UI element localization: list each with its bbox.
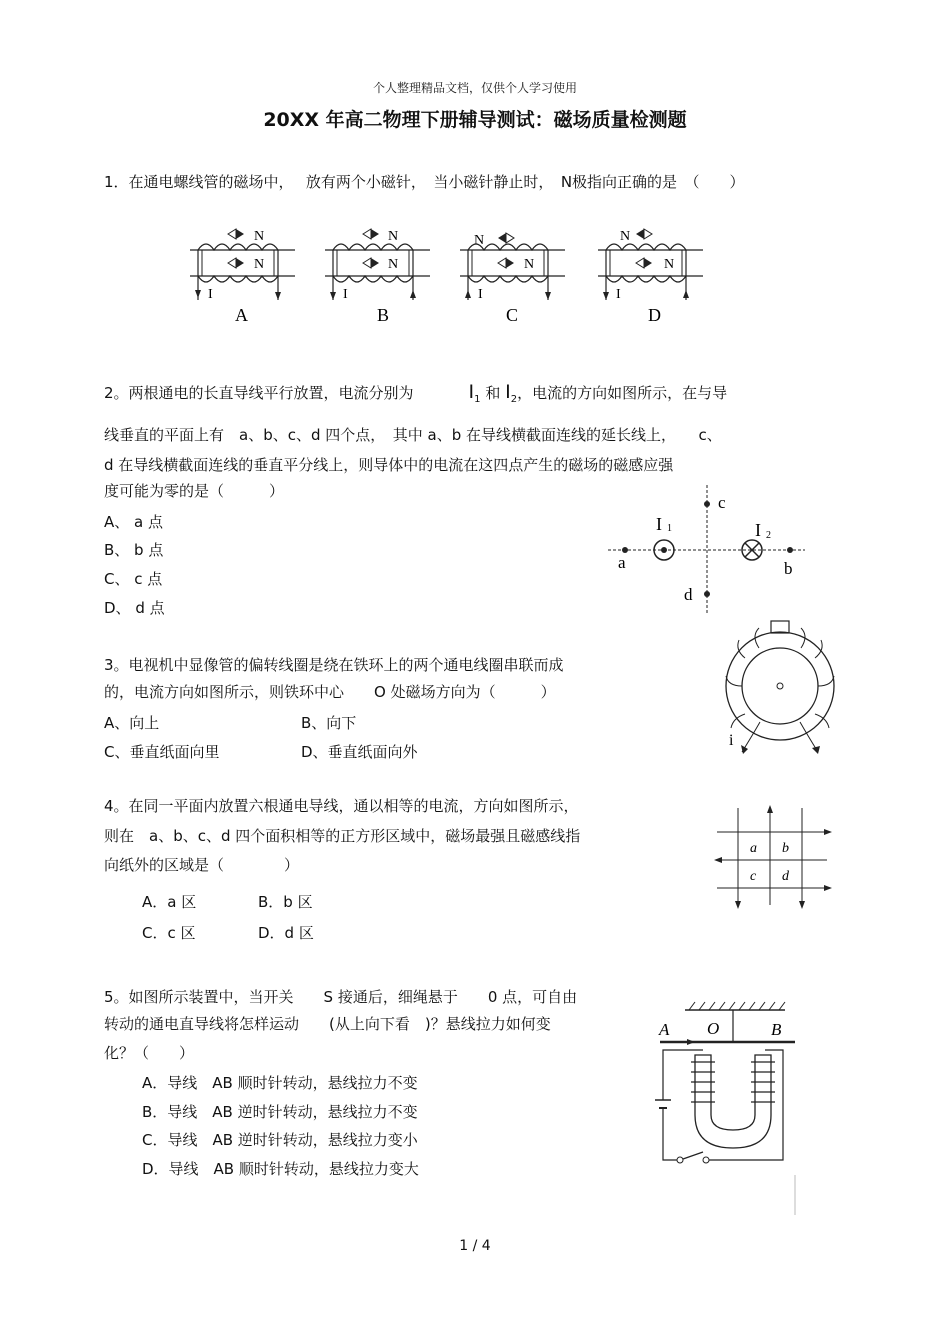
q5-apparatus-figure [655,1000,815,1220]
q2-line3: d 在导线横截面连线的垂直平分线上，则导体中的电流在这四点产生的磁场的磁感应强 [104,456,674,474]
q1-label-n: N [620,229,631,244]
q2-option-a: A、 a 点 [104,513,163,531]
q2-point-d: d [684,585,693,604]
page-header: 个人整理精品文档，仅供个人学习使用 [372,81,577,95]
q5-line3: 化？（ ） [104,1044,195,1062]
q4-region-d: d [782,869,789,884]
q4-grid-figure [712,805,837,910]
q5-line2: 转动的通电直导线将怎样运动 (从上向下看 )？悬线拉力如何变 [104,1015,551,1033]
q1-label-i: I [616,287,621,302]
q2-option-b: B、 b 点 [104,541,164,559]
q2-point-c: c [718,493,726,512]
q1-label-n: N [254,257,265,272]
q4-option-b: B．b 区 [258,893,313,911]
q2-option-d: D、 d 点 [104,599,165,617]
q3-option-d: D、垂直纸面向外 [301,743,418,761]
page-title: 20XX 年高二物理下册辅导测试：磁场质量检测题 [263,109,687,131]
q3-option-a: A、向上 [104,714,160,732]
q5-option-c: C．导线 AB 逆时针转动，悬线拉力变小 [142,1131,418,1149]
q1-panel-label: B [377,305,390,325]
q5-option-a: A．导线 AB 顺时针转动，悬线拉力不变 [142,1074,418,1092]
q4-option-c: C．c 区 [142,924,196,942]
q5-label-b: B [771,1020,782,1039]
q3-option-b: B、向下 [301,714,357,732]
q1-label-n: N [524,257,535,272]
q2-line2: 线垂直的平面上有 a、b、c、d 四个点， 其中 a、b 在导线横截面连线的延长线上， c、 [104,426,722,444]
q2-wire-sub2: 2 [766,530,771,541]
q1-panel-label: D [648,305,661,325]
q1-label-n: N [388,229,399,244]
q3-line1: 3。电视机中显像管的偏转线圈是绕在铁环上的两个通电线圈串联而成 [104,656,564,674]
q4-option-d: D．d 区 [258,924,314,942]
q3-coil-figure [715,618,845,763]
q4-line2: 则在 a、b、c、d 四个面积相等的正方形区域中，磁场最强且磁感线指 [104,827,581,845]
q2-line1: 2。两根通电的长直导线平行放置，电流分别为 $I_1$ 和 $I_2$，电流的方向如图所示，在与导 [104,381,728,405]
q1-label-n: N [474,233,485,248]
q2-wire-i2: I [755,520,761,540]
q1-label-n: N [664,257,675,272]
q4-region-a: a [750,841,757,856]
q1-solenoid-figure [180,220,710,330]
q2-point-b: b [784,559,793,578]
q1-label-n: N [254,229,265,244]
q5-line1: 5。如图所示装置中，当开关 S 接通后，细绳悬于 0 点，可自由 [104,988,578,1006]
q4-option-a: A．a 区 [142,893,197,911]
q2-option-c: C、 c 点 [104,570,163,588]
q4-line3: 向纸外的区域是（ ） [104,856,300,874]
q5-option-d: D．导线 AB 顺时针转动，悬线拉力变大 [142,1160,419,1178]
q2-wires-figure [600,480,820,620]
q4-region-c: c [750,869,757,884]
q2-wire-sub1: 1 [667,523,672,534]
q1-panel-label: C [506,305,519,325]
q3-line2: 的，电流方向如图所示，则铁环中心 O 处磁场方向为（ ） [104,683,556,701]
q4-line1: 4。在同一平面内放置六根通电导线，通以相等的电流，方向如图所示， [104,797,579,815]
q5-option-b: B．导线 AB 逆时针转动，悬线拉力不变 [142,1103,418,1121]
q1-label-i: I [478,287,483,302]
q1-label-n: N [388,257,399,272]
q5-label-a: A [659,1020,670,1039]
q1-label-i: I [208,287,213,302]
q4-region-b: b [782,841,789,856]
q2-point-a: a [618,553,626,572]
page-number: 1 / 4 [459,1238,491,1254]
q1-label-i: I [343,287,348,302]
q1-stem: 1．在通电螺线管的磁场中， 放有两个小磁针， 当小磁针静止时， N极指向正确的是 （ ） [104,173,745,191]
q1-panel-label: A [235,305,248,325]
q2-line4: 度可能为零的是（ ） [104,482,285,500]
q3-option-c: C、垂直纸面向里 [104,743,220,761]
q3-current-label: i [729,732,734,749]
q2-wire-i1: I [656,514,662,534]
q5-label-o: O [707,1019,720,1038]
